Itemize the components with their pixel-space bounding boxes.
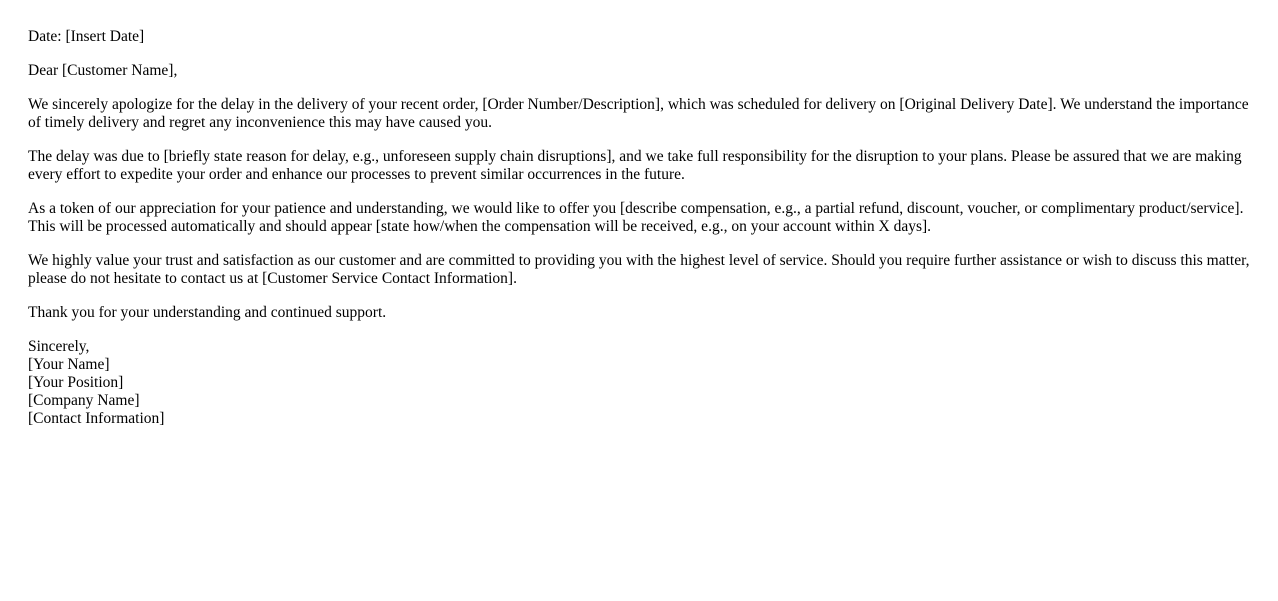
signature-company: [Company Name] xyxy=(28,392,140,409)
paragraph-commitment: We highly value your trust and satisfaction as our customer and are committed to providing you with the highest level of service. Should you require further assistance or wish to discuss this matter, please do not hesitate to contact us at [Customer Service Contact Information]. xyxy=(28,252,1250,287)
paragraph-compensation: As a token of our appreciation for your patience and understanding, we would like to offer you [describe compensation, e.g., a partial refund, discount, voucher, or complimentary product/service]. This will be processed automatically and should appear [state how/when the compensation will be received, e.g., on your account within X days]. xyxy=(28,200,1244,235)
signature-name: [Your Name] xyxy=(28,356,110,373)
closing: Sincerely, xyxy=(28,338,90,355)
signature-block xyxy=(28,338,1258,428)
signature-position: [Your Position] xyxy=(28,374,124,391)
paragraph-reason: The delay was due to [briefly state reason for delay, e.g., unforeseen supply chain disruptions], and we take full responsibility for the disruption to your plans. Please be assured that we are making every effort to expedite your order and enhance our processes to prevent similar occurrences in the future. xyxy=(28,148,1242,183)
signature-contact: [Contact Information] xyxy=(28,410,165,427)
paragraph-thanks: Thank you for your understanding and continued support. xyxy=(28,304,387,321)
date-line: Date: [Insert Date] xyxy=(28,28,145,45)
apology-letter xyxy=(28,28,1258,428)
paragraph-apology: We sincerely apologize for the delay in the delivery of your recent order, [Order Number/Description], which was scheduled for delivery on [Original Delivery Date]. We understand the importance of timely delivery and regret any inconvenience this may have caused you. xyxy=(28,96,1249,131)
salutation: Dear [Customer Name], xyxy=(28,62,178,79)
